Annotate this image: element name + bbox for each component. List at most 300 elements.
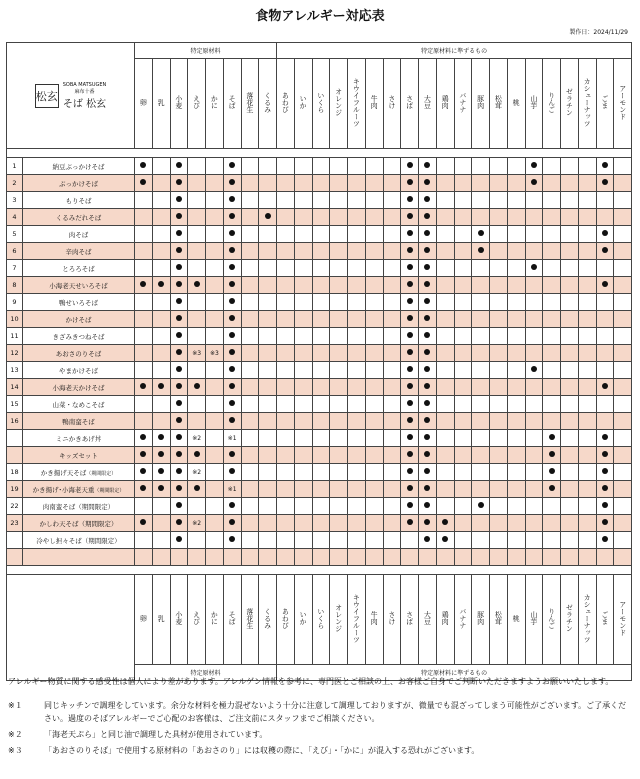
allergen-cell: [401, 549, 419, 566]
contains-dot: [407, 383, 413, 389]
allergen-cell: [152, 243, 170, 260]
contains-dot: [229, 332, 235, 338]
allergen-cell: [277, 345, 295, 362]
allergen-cell: [170, 515, 188, 532]
contains-dot: [442, 536, 448, 542]
allergen-cell: [614, 464, 632, 481]
allergen-cell: [419, 447, 437, 464]
contains-dot: [265, 213, 271, 219]
table-row: [7, 481, 632, 498]
allergen-cell: [525, 158, 543, 175]
row-number: 18: [7, 464, 23, 481]
contains-dot: [140, 179, 146, 185]
allergen-cell: [436, 277, 454, 294]
allergen-cell: [490, 209, 508, 226]
allergen-header: [223, 59, 241, 149]
allergen-cell: [419, 379, 437, 396]
dish-label: 肉そば: [68, 230, 89, 239]
allergen-cell: [170, 243, 188, 260]
allergen-cell: [170, 260, 188, 277]
allergen-cell: [436, 311, 454, 328]
dish-name: [23, 481, 135, 498]
allergen-cell: [507, 447, 525, 464]
allergen-cell: [614, 328, 632, 345]
allergen-cell: [401, 311, 419, 328]
contains-dot: [602, 519, 608, 525]
contains-dot: [424, 315, 430, 321]
allergen-cell: [614, 226, 632, 243]
allergen-cell: [472, 515, 490, 532]
allergen-header: [561, 575, 579, 665]
contains-dot: [158, 383, 164, 389]
allergen-cell: [348, 294, 366, 311]
allergen-cell: [596, 209, 614, 226]
notes-intro: アレルギー物質に関する感受性は個人により差があります。アレルゲン情報を参考に、専門医とご相談の上、お客様ご自身でご判断いただきますようお願いいたします。: [8, 677, 614, 686]
allergen-cell: [135, 158, 153, 175]
allergen-cell: [223, 311, 241, 328]
allergen-cell: [277, 396, 295, 413]
allergen-cell: [383, 464, 401, 481]
allergen-cell: [170, 396, 188, 413]
contains-dot: [229, 298, 235, 304]
allergen-cell: [188, 345, 206, 362]
allergen-cell: [241, 277, 259, 294]
allergen-cell: [223, 515, 241, 532]
contains-dot: [602, 383, 608, 389]
allergen-cell: [525, 515, 543, 532]
allergen-cell: [188, 413, 206, 430]
allergen-cell: [312, 447, 330, 464]
note-3-key: ※３: [8, 746, 23, 755]
allergen-cell: [436, 549, 454, 566]
allergen-cell: [188, 294, 206, 311]
row-number: 13: [7, 362, 23, 379]
table-row: [7, 379, 632, 396]
allergen-cell: [525, 413, 543, 430]
contains-dot: [194, 451, 200, 457]
allergen-header: [135, 59, 153, 149]
allergen-cell: [490, 379, 508, 396]
allergen-cell: [436, 226, 454, 243]
allergen-cell: [294, 362, 312, 379]
allergen-header: [206, 59, 224, 149]
allergen-cell: [436, 362, 454, 379]
allergen-cell: [419, 481, 437, 498]
contains-dot: [407, 315, 413, 321]
allergen-cell: [561, 379, 579, 396]
allergen-cell: [294, 311, 312, 328]
dish-label: かしわ天そば（期間限定）: [39, 519, 118, 528]
allergen-cell: [578, 175, 596, 192]
allergen-header: [525, 59, 543, 149]
allergen-cell: [401, 515, 419, 532]
allergen-cell: [135, 328, 153, 345]
allergen-cell: [454, 175, 472, 192]
allergen-cell: [578, 158, 596, 175]
allergen-cell: [454, 362, 472, 379]
note-2: [8, 728, 632, 741]
allergen-cell: [472, 243, 490, 260]
allergen-cell: [330, 158, 348, 175]
allergen-cell: [490, 294, 508, 311]
allergen-cell: [188, 192, 206, 209]
allergen-cell: [436, 175, 454, 192]
allergen-header: [578, 59, 596, 149]
allergen-cell: [135, 277, 153, 294]
allergen-cell: [401, 294, 419, 311]
allergen-cell: [507, 243, 525, 260]
note-mark: ※2: [192, 469, 202, 476]
dish-name: [23, 209, 135, 226]
allergen-cell: [277, 243, 295, 260]
contains-dot: [424, 213, 430, 219]
allergen-cell: [223, 447, 241, 464]
allergen-cell: [490, 345, 508, 362]
allergen-cell: [561, 481, 579, 498]
contains-dot: [229, 519, 235, 525]
allergen-cell: [614, 532, 632, 549]
allergen-cell: [330, 549, 348, 566]
allergen-cell: [454, 243, 472, 260]
allergen-cell: [543, 396, 561, 413]
allergen-cell: [596, 396, 614, 413]
allergen-label: 小麦: [174, 95, 183, 109]
contains-dot: [531, 179, 537, 185]
allergen-cell: [596, 328, 614, 345]
allergen-cell: [241, 362, 259, 379]
dish-label: きざみきつねそば: [52, 332, 105, 341]
dish-label: 納豆ぶっかけそば: [52, 162, 105, 171]
dish-label: くるみだれそば: [55, 213, 102, 222]
allergen-cell: [436, 260, 454, 277]
contains-dot: [176, 179, 182, 185]
allergen-cell: [365, 226, 383, 243]
note-mark: ※2: [192, 520, 202, 527]
allergen-header: [401, 59, 419, 149]
allergen-label: 大豆: [423, 95, 432, 109]
allergen-label: 松茸: [494, 95, 503, 109]
allergen-cell: [472, 277, 490, 294]
allergen-cell: [348, 481, 366, 498]
allergen-cell: [365, 549, 383, 566]
allergen-cell: [507, 362, 525, 379]
allergen-header: [294, 59, 312, 149]
contains-dot: [549, 434, 555, 440]
allergen-cell: [223, 413, 241, 430]
allergen-label: 鶏肉: [441, 611, 450, 625]
allergen-cell: [312, 345, 330, 362]
allergen-cell: [596, 277, 614, 294]
allergen-cell: [490, 515, 508, 532]
contains-dot: [424, 536, 430, 542]
allergen-label: 鶏肉: [441, 95, 450, 109]
allergen-header: [294, 575, 312, 665]
allergen-cell: [543, 311, 561, 328]
contains-dot: [229, 179, 235, 185]
allergen-cell: [383, 345, 401, 362]
allergen-cell: [294, 277, 312, 294]
allergen-cell: [436, 430, 454, 447]
allergen-label: バナナ: [458, 91, 467, 113]
contains-dot: [424, 349, 430, 355]
contains-dot: [407, 264, 413, 270]
allergen-cell: [507, 549, 525, 566]
allergen-cell: [561, 515, 579, 532]
allergen-cell: [507, 515, 525, 532]
contains-dot: [549, 468, 555, 474]
allergen-cell: [294, 379, 312, 396]
allergen-cell: [277, 549, 295, 566]
allergen-cell: [241, 226, 259, 243]
allergen-cell: [525, 345, 543, 362]
allergen-header: [348, 575, 366, 665]
allergen-cell: [365, 447, 383, 464]
allergen-cell: [525, 396, 543, 413]
contains-dot: [158, 451, 164, 457]
contains-dot: [407, 349, 413, 355]
allergen-cell: [543, 362, 561, 379]
allergen-cell: [507, 532, 525, 549]
contains-dot: [602, 162, 608, 168]
allergen-cell: [490, 413, 508, 430]
contains-dot: [424, 417, 430, 423]
allergen-cell: [419, 396, 437, 413]
contains-dot: [194, 281, 200, 287]
contains-dot: [229, 281, 235, 287]
allergen-cell: [596, 158, 614, 175]
allergen-cell: [294, 481, 312, 498]
row-number: [7, 430, 23, 447]
allergen-cell: [365, 379, 383, 396]
allergen-cell: [454, 311, 472, 328]
allergen-header: [259, 59, 277, 149]
table-row: [7, 498, 632, 515]
contains-dot: [176, 298, 182, 304]
allergen-cell: [259, 294, 277, 311]
allergen-cell: [614, 158, 632, 175]
allergen-cell: [241, 158, 259, 175]
allergen-cell: [330, 192, 348, 209]
allergen-cell: [223, 243, 241, 260]
allergen-cell: [259, 498, 277, 515]
allergen-cell: [365, 158, 383, 175]
allergen-cell: [223, 396, 241, 413]
contains-dot: [176, 264, 182, 270]
contains-dot: [176, 451, 182, 457]
allergen-cell: [259, 481, 277, 498]
allergen-header: [241, 575, 259, 665]
dish-label: 鴨南蛮そば: [62, 417, 95, 426]
allergen-cell: [312, 294, 330, 311]
contains-dot: [176, 196, 182, 202]
allergen-cell: [596, 362, 614, 379]
note-1-key: ※１: [8, 701, 23, 710]
allergen-cell: [525, 192, 543, 209]
allergen-label: いか: [299, 95, 308, 109]
allergen-cell: [419, 413, 437, 430]
allergen-cell: [259, 243, 277, 260]
logo: [7, 43, 135, 149]
allergen-cell: [330, 175, 348, 192]
allergen-cell: [348, 447, 366, 464]
dish-label: キッズセット: [59, 451, 98, 460]
allergen-cell: [170, 294, 188, 311]
allergen-cell: [259, 447, 277, 464]
row-number: 4: [7, 209, 23, 226]
allergen-cell: [454, 498, 472, 515]
allergen-cell: [525, 260, 543, 277]
allergen-cell: [561, 532, 579, 549]
allergen-cell: [543, 549, 561, 566]
allergen-cell: [259, 413, 277, 430]
allergen-label: オレンジ: [334, 604, 343, 632]
allergen-label: いか: [299, 611, 308, 625]
allergen-cell: [507, 226, 525, 243]
allergen-cell: [614, 243, 632, 260]
allergen-header: [419, 575, 437, 665]
allergen-cell: [614, 396, 632, 413]
allergen-cell: [543, 447, 561, 464]
allergen-cell: [561, 158, 579, 175]
row-number: 9: [7, 294, 23, 311]
allergen-cell: [135, 175, 153, 192]
allergen-cell: [206, 379, 224, 396]
allergen-cell: [383, 260, 401, 277]
allergen-cell: [170, 362, 188, 379]
allergen-cell: [454, 396, 472, 413]
contains-dot: [158, 434, 164, 440]
contains-dot: [158, 281, 164, 287]
allergen-cell: [294, 447, 312, 464]
allergen-cell: [135, 413, 153, 430]
allergen-cell: [490, 328, 508, 345]
contains-dot: [158, 468, 164, 474]
allergen-cell: [472, 498, 490, 515]
allergen-cell: [383, 447, 401, 464]
allergen-cell: [206, 430, 224, 447]
dish-name: [23, 430, 135, 447]
contains-dot: [194, 383, 200, 389]
allergen-cell: [277, 311, 295, 328]
allergen-cell: [419, 345, 437, 362]
allergen-cell: [312, 226, 330, 243]
dish-name: [23, 294, 135, 311]
allergen-cell: [241, 209, 259, 226]
allergen-cell: [383, 209, 401, 226]
allergen-cell: [277, 192, 295, 209]
allergen-cell: [419, 294, 437, 311]
contains-dot: [140, 383, 146, 389]
allergen-cell: [525, 311, 543, 328]
allergen-cell: [419, 362, 437, 379]
allergen-cell: [578, 226, 596, 243]
allergen-cell: [259, 311, 277, 328]
allergen-cell: [490, 464, 508, 481]
allergen-cell: [507, 413, 525, 430]
contains-dot: [602, 434, 608, 440]
allergen-label: そば: [228, 611, 237, 625]
allergen-cell: [525, 481, 543, 498]
allergen-label: かに: [210, 611, 219, 625]
allergen-cell: [525, 209, 543, 226]
allergen-cell: [365, 209, 383, 226]
allergen-cell: [312, 396, 330, 413]
allergen-cell: [135, 532, 153, 549]
table-row: [7, 447, 632, 464]
allergen-cell: [135, 345, 153, 362]
allergen-cell: [401, 260, 419, 277]
allergen-cell: [312, 328, 330, 345]
allergen-cell: [543, 294, 561, 311]
contains-dot: [176, 247, 182, 253]
allergen-cell: [578, 294, 596, 311]
allergen-cell: [401, 532, 419, 549]
allergen-cell: [241, 260, 259, 277]
allergen-cell: [259, 209, 277, 226]
allergen-cell: [472, 430, 490, 447]
table-row: [7, 464, 632, 481]
allergen-label: 卵: [139, 98, 148, 106]
row-number: [7, 532, 23, 549]
allergen-cell: [152, 328, 170, 345]
allergen-cell: [472, 209, 490, 226]
allergen-cell: [206, 175, 224, 192]
allergen-cell: [436, 447, 454, 464]
allergen-label: 大豆: [423, 611, 432, 625]
dish-limited: （期間限定）: [86, 470, 117, 477]
allergen-cell: [383, 498, 401, 515]
row-number: 6: [7, 243, 23, 260]
allergen-cell: [561, 396, 579, 413]
allergen-cell: [507, 396, 525, 413]
allergen-cell: [436, 464, 454, 481]
contains-dot: [229, 247, 235, 253]
allergen-cell: [188, 464, 206, 481]
allergen-cell: [294, 549, 312, 566]
allergen-cell: [330, 294, 348, 311]
table-row: [7, 175, 632, 192]
contains-dot: [176, 162, 182, 168]
allergen-cell: [507, 481, 525, 498]
allergen-cell: [543, 498, 561, 515]
allergen-cell: [490, 362, 508, 379]
allergen-cell: [507, 328, 525, 345]
allergen-cell: [365, 294, 383, 311]
allergen-cell: [365, 328, 383, 345]
group-equivalent: 特定原材料に準ずるもの: [277, 665, 632, 681]
dish-name: [23, 243, 135, 260]
allergen-cell: [170, 158, 188, 175]
allergen-cell: [277, 379, 295, 396]
allergen-label: くるみ: [263, 91, 272, 113]
allergen-cell: [330, 328, 348, 345]
allergen-cell: [596, 515, 614, 532]
allergen-cell: [365, 481, 383, 498]
allergen-cell: [490, 447, 508, 464]
allergen-cell: [294, 396, 312, 413]
allergen-cell: [525, 549, 543, 566]
row-number: 14: [7, 379, 23, 396]
allergen-label: バナナ: [458, 607, 467, 629]
allergen-cell: [312, 430, 330, 447]
allergen-cell: [472, 175, 490, 192]
allergen-cell: [294, 260, 312, 277]
note-3-text: 「あおさのりそば」で使用する原材料の「あおさのり」には収穫の際に、「えび」・「かに」が混入する恐れがございます。: [44, 746, 480, 755]
allergen-header: [259, 575, 277, 665]
allergen-cell: [525, 328, 543, 345]
allergen-cell: [578, 192, 596, 209]
allergen-cell: [614, 175, 632, 192]
